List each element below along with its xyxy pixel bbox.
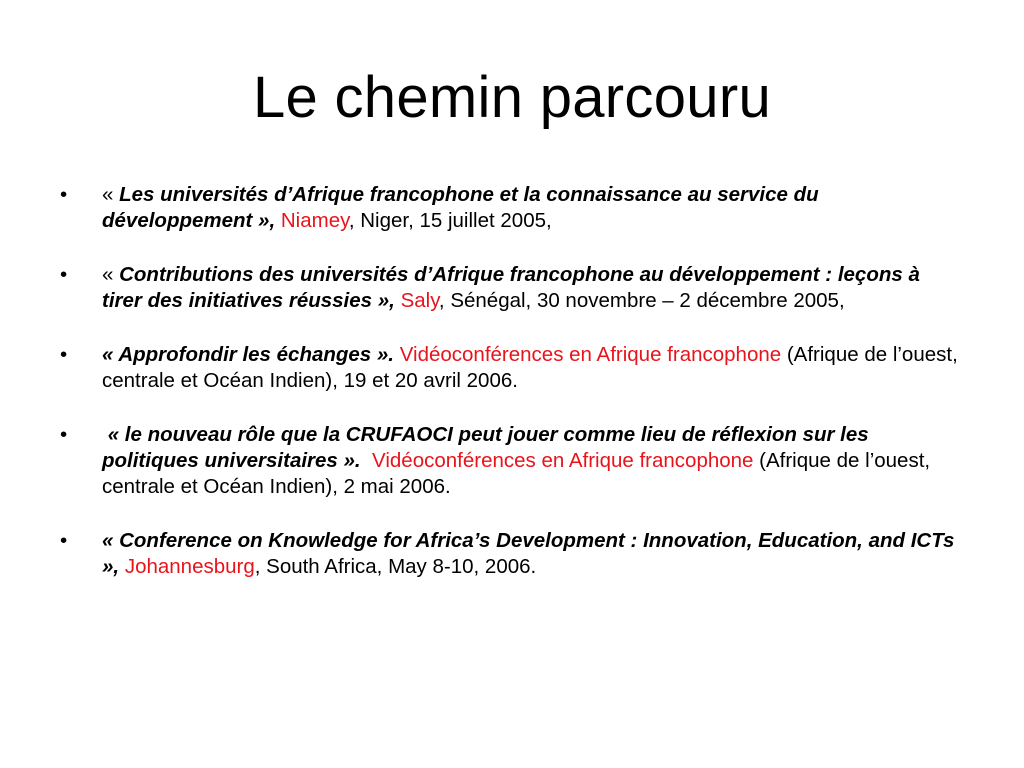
bullet-icon: • [60, 183, 68, 206]
event-place: Vidéoconférences en Afrique francophone [399, 343, 782, 366]
bullet-icon: • [60, 263, 68, 286]
item-lead: « [102, 263, 120, 286]
item-lead: « [102, 183, 120, 206]
event-title: Les universités d’Afrique francophone et la connaissance au service du développement », [102, 183, 819, 232]
list-item [60, 528, 965, 580]
bullet-icon: • [60, 343, 68, 366]
slide-title: Le chemin parcouru [252, 65, 772, 130]
event-place: Vidéoconférences en Afrique francophone [372, 449, 754, 472]
event-title: « Conference on Knowledge for Africa’s Development : Innovation, Education, and ICTs », [102, 529, 955, 578]
event-details: (Afrique de l’ouest, centrale et Océan Indien), 19 et 20 avril 2006. [102, 343, 958, 392]
list-item [60, 262, 965, 314]
bullet-icon: • [60, 423, 68, 446]
event-details: , Niger, 15 juillet 2005, [348, 209, 552, 232]
event-details: , Sénégal, 30 novembre – 2 décembre 2005, [438, 289, 845, 312]
event-details: (Afrique de l’ouest, centrale et Océan Indien), 2 mai 2006. [102, 449, 931, 498]
event-place: Niamey [280, 209, 349, 232]
bullet-list [60, 182, 965, 608]
event-place: Saly [400, 289, 439, 312]
event-details: , South Africa, May 8-10, 2006. [254, 555, 537, 578]
list-item [60, 342, 965, 394]
event-title: « Approfondir les échanges ». [102, 343, 395, 366]
list-item [60, 182, 965, 234]
event-title: Contributions des universités d’Afrique francophone au développement : leçons à tirer des initiatives réussies », [102, 263, 920, 312]
event-place: Johannesburg [124, 555, 255, 578]
list-item [60, 422, 965, 500]
bullet-icon: • [60, 529, 68, 552]
event-title: « le nouveau rôle que la CRUFAOCI peut jouer comme lieu de réflexion sur les politiques universitaires ». [102, 423, 869, 472]
item-gap [361, 449, 372, 472]
